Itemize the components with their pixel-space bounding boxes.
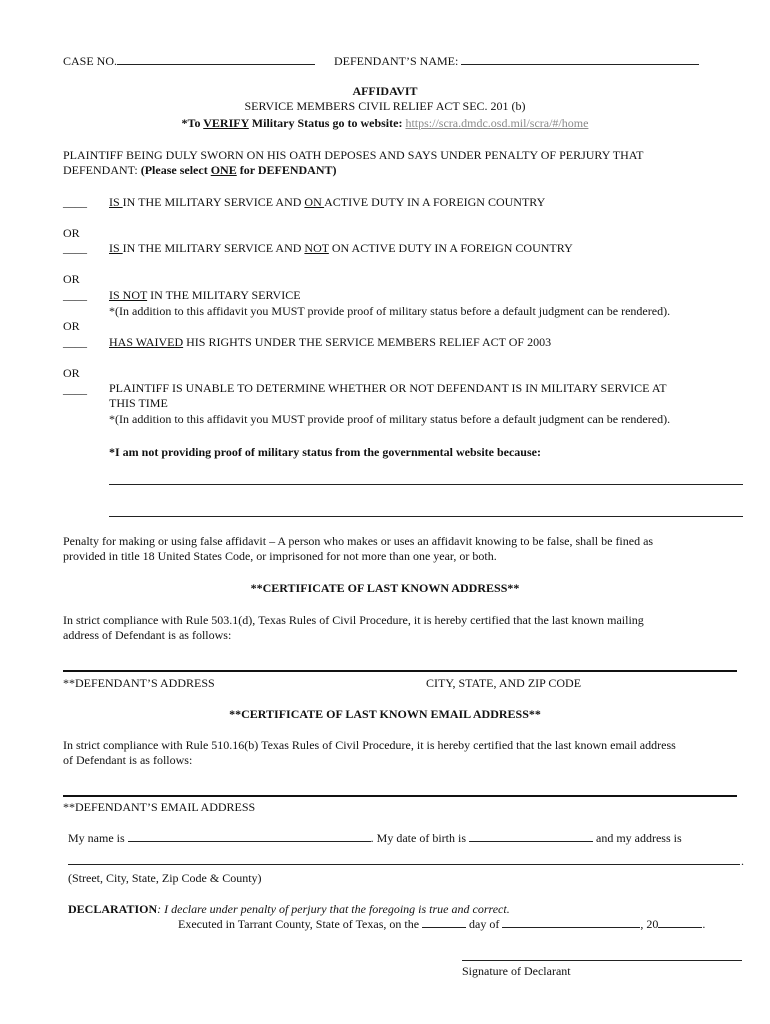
executed-day-field[interactable] (422, 917, 466, 928)
defendant-address-label: **DEFENDANT’S ADDRESS (63, 676, 215, 690)
scra-website-link[interactable]: https://scra.dmdc.osd.mil/scra/#/home (405, 116, 589, 130)
reason-line-2[interactable] (109, 516, 743, 517)
option-3-note: *(In addition to this affidavit you MUST provide proof of military status before a default judgment can be rendered). (109, 304, 671, 318)
penalty-line-2: provided in title 18 United States Code, or imprisoned for not more than one year, or both. (63, 549, 497, 563)
declaration-text: : I declare under penalty of perjury that the foregoing is true and correct. (157, 902, 510, 916)
option-5-text-line-2: THIS TIME (109, 396, 168, 410)
penalty-line-1: Penalty for making or using false affidavit – A person who makes or uses an affidavit knowing to be false, shall be fined as (63, 534, 654, 548)
option-5-text-line-1: PLAINTIFF IS UNABLE TO DETERMINE WHETHER OR NOT DEFENDANT IS IN MILITARY SERVICE AT (109, 381, 667, 395)
dob-label: . My date of birth is (370, 831, 466, 845)
city-state-zip-label: CITY, STATE, AND ZIP CODE (426, 676, 582, 690)
defendant-name-field[interactable] (461, 54, 699, 65)
my-address-field[interactable] (68, 864, 740, 865)
defendant-email-field[interactable] (63, 795, 737, 797)
my-address-label: and my address is (596, 831, 682, 845)
cert-address-line-2: address of Defendant is as follows: (63, 628, 232, 642)
case-no-row (63, 54, 315, 69)
defendant-name-label: DEFENDANT’S NAME: (334, 54, 459, 68)
option-1-text: IS IN THE MILITARY SERVICE AND ON ACTIVE DUTY IN A FOREIGN COUNTRY (109, 195, 546, 209)
case-no-label: CASE NO. (63, 54, 118, 68)
scra-subheading: SERVICE MEMBERS CIVIL RELIEF ACT SEC. 201 (b) (244, 99, 526, 113)
or-label: OR (63, 226, 80, 240)
cert-address-heading: **CERTIFICATE OF LAST KNOWN ADDRESS** (250, 581, 520, 595)
option-4-text: HAS WAIVED HIS RIGHTS UNDER THE SERVICE MEMBERS RELIEF ACT OF 2003 (109, 335, 552, 349)
option-5-note: *(In addition to this affidavit you MUST provide proof of military status before a default judgment can be rendered). (109, 412, 671, 426)
option-3-text: IS NOT IN THE MILITARY SERVICE (109, 288, 301, 302)
declaration-line (68, 902, 510, 917)
address-period: . (741, 854, 744, 868)
defendant-name-row (334, 54, 699, 69)
option-5-checkbox[interactable]: ____ (63, 382, 87, 396)
defendant-email-label: **DEFENDANT’S EMAIL ADDRESS (63, 800, 256, 814)
option-1-checkbox[interactable]: ____ (63, 195, 87, 209)
executed-month-field[interactable] (502, 917, 640, 928)
executed-row: Executed in Tarrant County, State of Texas, on the day of , 20 . (178, 917, 706, 931)
or-label: OR (63, 319, 80, 333)
option-2-text: IS IN THE MILITARY SERVICE AND NOT ON ACTIVE DUTY IN A FOREIGN COUNTRY (109, 241, 573, 255)
affidavit-heading: AFFIDAVIT (352, 84, 418, 98)
cert-email-line-2: of Defendant is as follows: (63, 753, 193, 767)
verify-line: *To VERIFY Military Status go to website: https://scra.dmdc.osd.mil/scra/#/home (181, 116, 589, 130)
my-name-field[interactable] (128, 831, 371, 842)
option-3-checkbox[interactable]: ____ (63, 288, 87, 302)
intro-line-2: DEFENDANT: (Please select ONE for DEFENDANT) (63, 163, 337, 177)
signature-label: Signature of Declarant (462, 964, 571, 978)
defendant-address-field[interactable] (63, 670, 737, 672)
declarant-row (68, 831, 682, 846)
or-label: OR (63, 366, 80, 380)
dob-field[interactable] (469, 831, 593, 842)
cert-email-line-1: In strict compliance with Rule 510.16(b) Texas Rules of Civil Procedure, it is hereby certified that the last known email address (63, 738, 676, 752)
cert-address-line-1: In strict compliance with Rule 503.1(d), Texas Rules of Civil Procedure, it is hereby certified that the last known mailing (63, 613, 644, 627)
not-providing-proof-label: *I am not providing proof of military status from the governmental website because: (109, 445, 541, 459)
street-hint: (Street, City, State, Zip Code & County) (68, 871, 262, 885)
my-name-label: My name is (68, 831, 125, 845)
declaration-label: DECLARATION (68, 902, 158, 916)
cert-email-heading: **CERTIFICATE OF LAST KNOWN EMAIL ADDRESS** (229, 707, 541, 721)
or-label: OR (63, 272, 80, 286)
option-2-checkbox[interactable]: ____ (63, 241, 87, 255)
option-4-checkbox[interactable]: ____ (63, 335, 87, 349)
intro-line-1: PLAINTIFF BEING DULY SWORN ON HIS OATH DEPOSES AND SAYS UNDER PENALTY OF PERJURY THAT (63, 148, 644, 162)
executed-year-field[interactable] (658, 917, 702, 928)
signature-field[interactable] (462, 960, 742, 961)
reason-line-1[interactable] (109, 484, 743, 485)
case-no-field[interactable] (117, 54, 315, 65)
